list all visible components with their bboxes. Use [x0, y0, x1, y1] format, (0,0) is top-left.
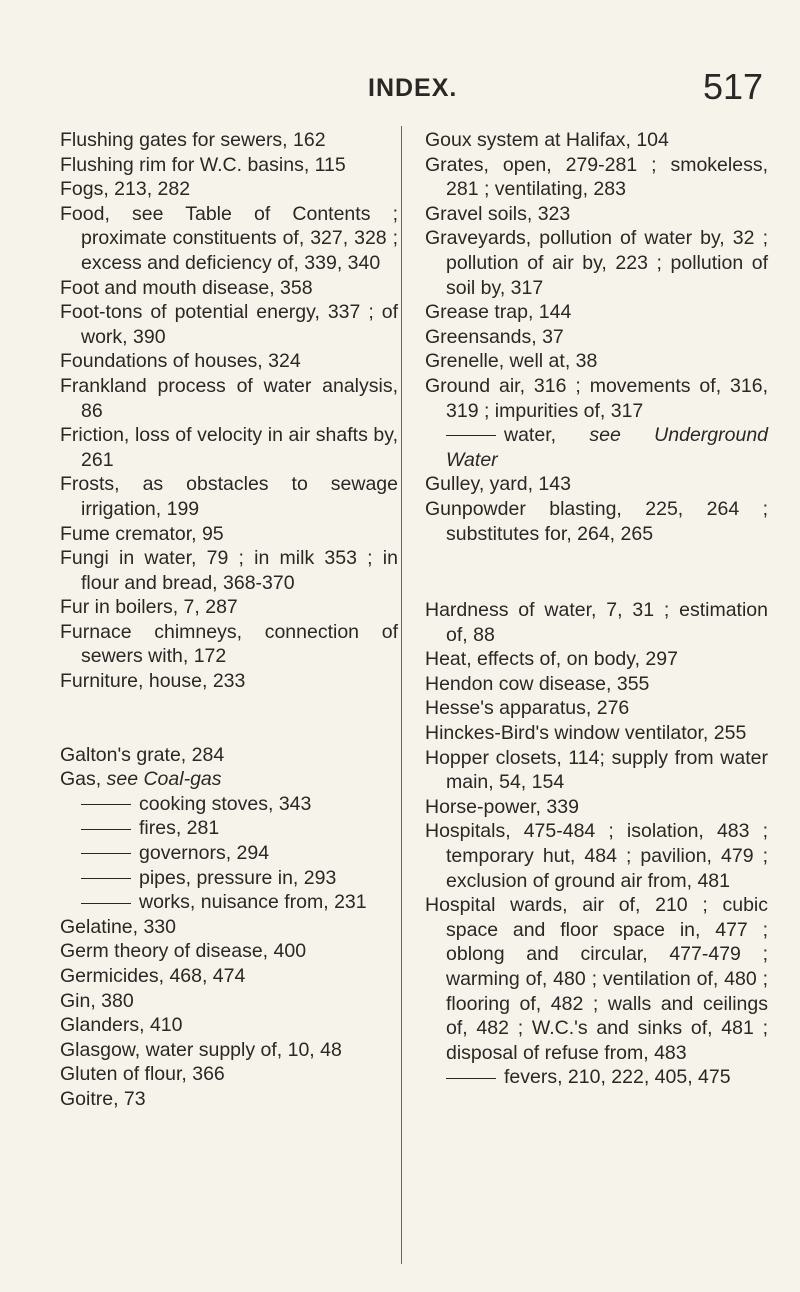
index-entry: Gin, 380: [60, 989, 134, 1012]
index-entry: Glanders, 410: [60, 1014, 183, 1037]
index-entry: Galton's grate, 284: [60, 743, 225, 766]
index-entry: Foundations of houses, 324: [60, 350, 301, 373]
index-entry: Fume cremator, 95: [60, 522, 224, 545]
index-subentry: [60, 792, 398, 817]
subentry-text: cooking stoves, 343: [139, 792, 312, 815]
index-entry: Hospital wards, air of, 210 ; cubic space and floor space in, 477 ; oblong and circular, 477-479 ; warming of, 480 ; ventilation of, 480 ; flooring of, 482 ; walls and ceilings of, 482 ; W.C.'s and sinks of, 481 ; disposal of refuse from, 483: [425, 894, 768, 1064]
index-entry: Fogs, 213, 282: [60, 178, 191, 201]
ditto-dash: [81, 878, 131, 879]
index-entry: Germicides, 468, 474: [60, 965, 246, 987]
column-divider: [401, 126, 402, 1264]
index-entry: Horse-power, 339: [425, 795, 579, 818]
gas-see-reference: see Coal-gas: [106, 768, 222, 791]
left-column: [60, 128, 398, 1112]
index-subentry: [60, 841, 398, 866]
see-reference: see Underground Water: [446, 424, 769, 471]
right-column: [425, 128, 768, 1090]
index-entry: Flushing rim for W.C. basins, 115: [60, 153, 346, 176]
ditto-dash: [446, 435, 496, 436]
index-subentry: [60, 866, 398, 891]
section-gap: [60, 694, 398, 743]
page-number: 517: [703, 66, 764, 107]
index-entry: Frosts, as obstacles to sewage irrigation, 199: [60, 473, 398, 520]
index-entry: Frankland process of water analysis, 86: [60, 374, 398, 422]
index-subentry: [425, 423, 768, 472]
index-entry: Fur in boilers, 7, 287: [60, 596, 238, 619]
ditto-dash: [81, 853, 131, 854]
subentry-text: pipes, pressure in, 293: [139, 866, 337, 889]
index-entry: Gelatine, 330: [60, 915, 177, 938]
index-entry: Grates, open, 279-281 ; smokeless, 281 ; ventilating, 283: [425, 153, 768, 201]
index-entry: Gluten of flour, 366: [60, 1063, 225, 1086]
header-title: INDEX.: [368, 74, 458, 102]
index-entry: Food, see Table of Contents ; proximate constituents of, 327, 328 ; excess and deficiency of, 339, 340: [60, 202, 398, 274]
index-entry: Hinckes-Bird's window ventilator, 255: [425, 722, 747, 745]
index-entry: Hendon cow disease, 355: [425, 672, 650, 695]
subentry-text: works, nuisance from, 231: [139, 891, 367, 914]
page-header: [0, 64, 800, 124]
index-entry: Foot-tons of potential energy, 337 ; of work, 390: [60, 301, 398, 348]
index-entry: Heat, effects of, on body, 297: [425, 648, 678, 671]
index-entry-gas: [60, 767, 398, 792]
index-entry: Hopper closets, 114; supply from water main, 54, 154: [425, 746, 768, 794]
index-entry: Gunpowder blasting, 225, 264 ; substitutes for, 264, 265: [425, 497, 768, 545]
index-entry: Graveyards, pollution of water by, 32 ; pollution of air by, 223 ; pollution of soil by, 317: [425, 227, 768, 299]
index-entry: Furnace chimneys, connection of sewers with, 172: [60, 620, 398, 668]
index-subentry: [60, 890, 398, 915]
index-entry: Friction, loss of velocity in air shafts by, 261: [60, 424, 398, 471]
subentry-text: water,: [504, 424, 557, 447]
index-entry: Grease trap, 144: [425, 301, 572, 324]
index-entry: Goitre, 73: [60, 1087, 146, 1110]
index-entry: Glasgow, water supply of, 10, 48: [60, 1038, 342, 1061]
index-entry: Flushing gates for sewers, 162: [60, 129, 326, 151]
ditto-dash: [81, 903, 131, 904]
index-entry: Hesse's apparatus, 276: [425, 697, 630, 720]
index-entry: Gulley, yard, 143: [425, 473, 571, 496]
subentry-text: fires, 281: [139, 817, 220, 840]
index-entry: Furniture, house, 233: [60, 670, 246, 693]
index-entry: Germ theory of disease, 400: [60, 940, 307, 963]
index-entry: Hardness of water, 7, 31 ; estimation of, 88: [425, 599, 768, 646]
index-entry: Foot and mouth disease, 358: [60, 276, 313, 299]
index-entry: Goux system at Halifax, 104: [425, 129, 669, 151]
index-entry: Ground air, 316 ; movements of, 316, 319 ; impurities of, 317: [425, 374, 768, 422]
index-entry: Gravel soils, 323: [425, 202, 571, 225]
section-gap: [425, 546, 768, 598]
gas-heading: Gas,: [60, 768, 102, 791]
index-entry: Hospitals, 475-484 ; isolation, 483 ; temporary hut, 484 ; pavilion, 479 ; exclusion of ground air from, 481: [425, 820, 768, 892]
index-subentry: [425, 1065, 768, 1090]
index-subentry: [60, 816, 398, 841]
subentry-text: governors, 294: [139, 842, 270, 865]
ditto-dash: [446, 1078, 496, 1079]
index-entry: Grenelle, well at, 38: [425, 350, 598, 373]
index-entry: Fungi in water, 79 ; in milk 353 ; in flour and bread, 368-370: [60, 547, 398, 594]
ditto-dash: [81, 829, 131, 830]
ditto-dash: [81, 804, 131, 805]
index-entry: Greensands, 37: [425, 325, 564, 348]
subentry-text: fevers, 210, 222, 405, 475: [504, 1066, 731, 1089]
